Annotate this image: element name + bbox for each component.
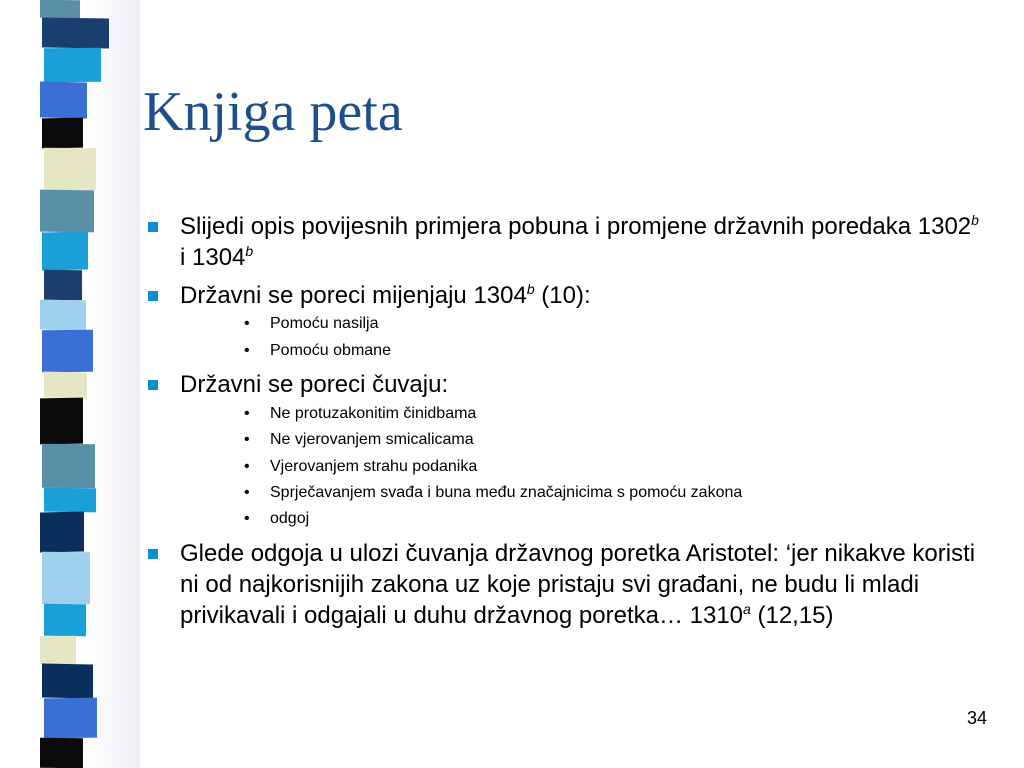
bullet-text: Državni se poreci mijenjaju 1304$^b$ (10): xyxy=(180,281,591,309)
stripe-segment xyxy=(40,82,87,119)
dot-bullet-icon: • xyxy=(244,510,250,527)
dot-bullet-icon: • xyxy=(244,315,250,332)
sub-bullet-text: Ne protuzakonitim činidbama xyxy=(270,405,477,422)
stripe-segment xyxy=(40,0,80,18)
stripe-segment xyxy=(42,118,83,149)
sub-bullet-text: Pomoću obmane xyxy=(270,342,391,359)
stripe-segment xyxy=(40,300,86,331)
dot-bullet-icon: • xyxy=(244,342,250,359)
stripe-segment xyxy=(40,512,84,553)
dot-bullet-icon: • xyxy=(244,405,250,422)
decorative-stripe-column xyxy=(0,0,140,768)
stripe-segment xyxy=(44,604,86,637)
dot-bullet-icon: • xyxy=(244,431,250,448)
square-bullet-icon xyxy=(148,380,158,390)
stripe-segment xyxy=(44,270,82,300)
sub-bullet-text: odgoj xyxy=(270,510,310,527)
bullet-text: Državni se poreci čuvaju: xyxy=(180,371,449,398)
stripe-segment xyxy=(40,190,94,233)
square-bullet-icon xyxy=(148,549,158,559)
dot-bullet-icon: • xyxy=(244,484,250,501)
stripe-segment xyxy=(40,636,76,664)
page-number: 34 xyxy=(967,708,988,728)
stripe-segment xyxy=(42,232,88,271)
stripe-segment xyxy=(44,372,87,399)
stripe-segment xyxy=(42,552,90,605)
square-bullet-icon xyxy=(148,291,158,301)
sub-bullet-text: Sprječavanjem svađa i buna među značajnicima s pomoću zakona xyxy=(270,484,743,501)
stripe-segment xyxy=(44,48,101,83)
sub-bullet-text: Pomoću nasilja xyxy=(270,315,379,332)
stripe-segment xyxy=(40,738,83,768)
stripe-segment xyxy=(42,330,93,373)
bullet-text: Slijedi opis povijesnih primjera pobuna i promjene državnih poredaka 1302$^b$ i 1304$^b$ xyxy=(180,212,979,271)
bullet-text: Glede odgoja u ulozi čuvanja državnog poretka Aristotel: ‘jer nikakve koristi ni od najkorisnijih zakona uz koje pristaju svi građani, ne budu li mladi privikavali i odgajali u duhu državnog poretka… 1310$^a$ (12,15) xyxy=(180,540,976,629)
stripe-segment xyxy=(44,488,96,513)
stripe-segment xyxy=(42,17,109,48)
sub-bullet-text: Vjerovanjem strahu podanika xyxy=(270,458,478,475)
stripe-segment xyxy=(40,398,83,445)
stripe-segment xyxy=(42,444,95,489)
stripe-segment xyxy=(44,698,97,739)
sub-bullet-text: Ne vjerovanjem smicalicama xyxy=(270,431,474,448)
stripe-segment xyxy=(44,148,96,191)
stripe-segment xyxy=(42,663,93,698)
dot-bullet-icon: • xyxy=(244,458,250,475)
slide-title: Knjiga peta xyxy=(143,81,403,143)
square-bullet-icon xyxy=(148,222,158,232)
